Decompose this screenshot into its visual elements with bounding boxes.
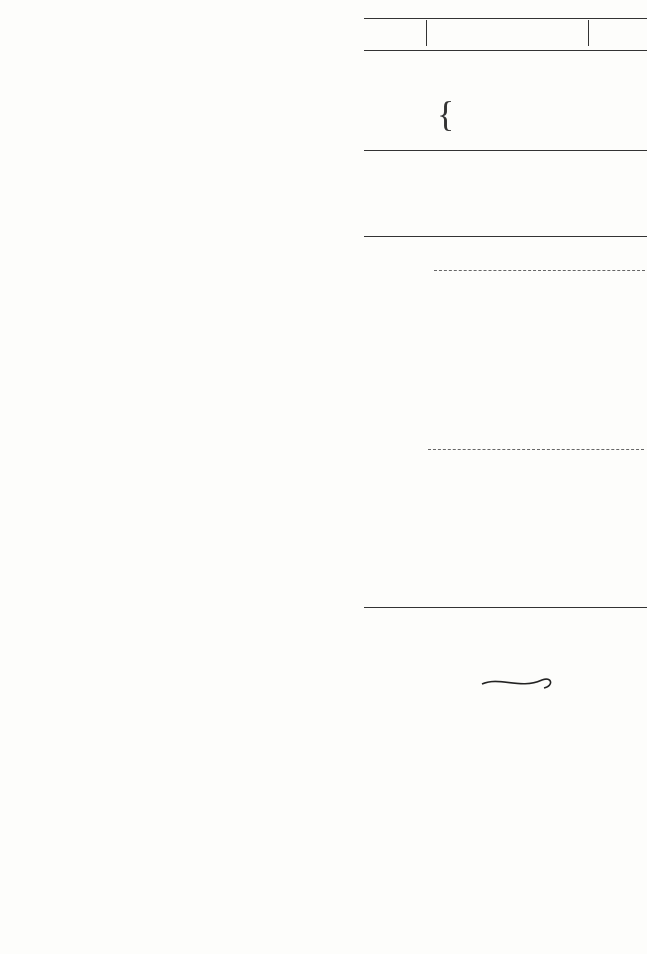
brace: {: [437, 94, 455, 134]
header-divider-2: [588, 20, 589, 46]
header-divider-1: [426, 20, 427, 46]
copyist-flourish: [480, 670, 560, 692]
service-record-card: [362, 0, 647, 720]
remarks-line: [428, 449, 644, 450]
register-rule: [364, 236, 647, 237]
remarks-bottom-rule: [364, 607, 647, 608]
name-block-rule: [364, 150, 647, 151]
header-rule: [364, 18, 647, 19]
complaint-line: [434, 270, 645, 271]
header-bottom-rule: [364, 50, 647, 51]
